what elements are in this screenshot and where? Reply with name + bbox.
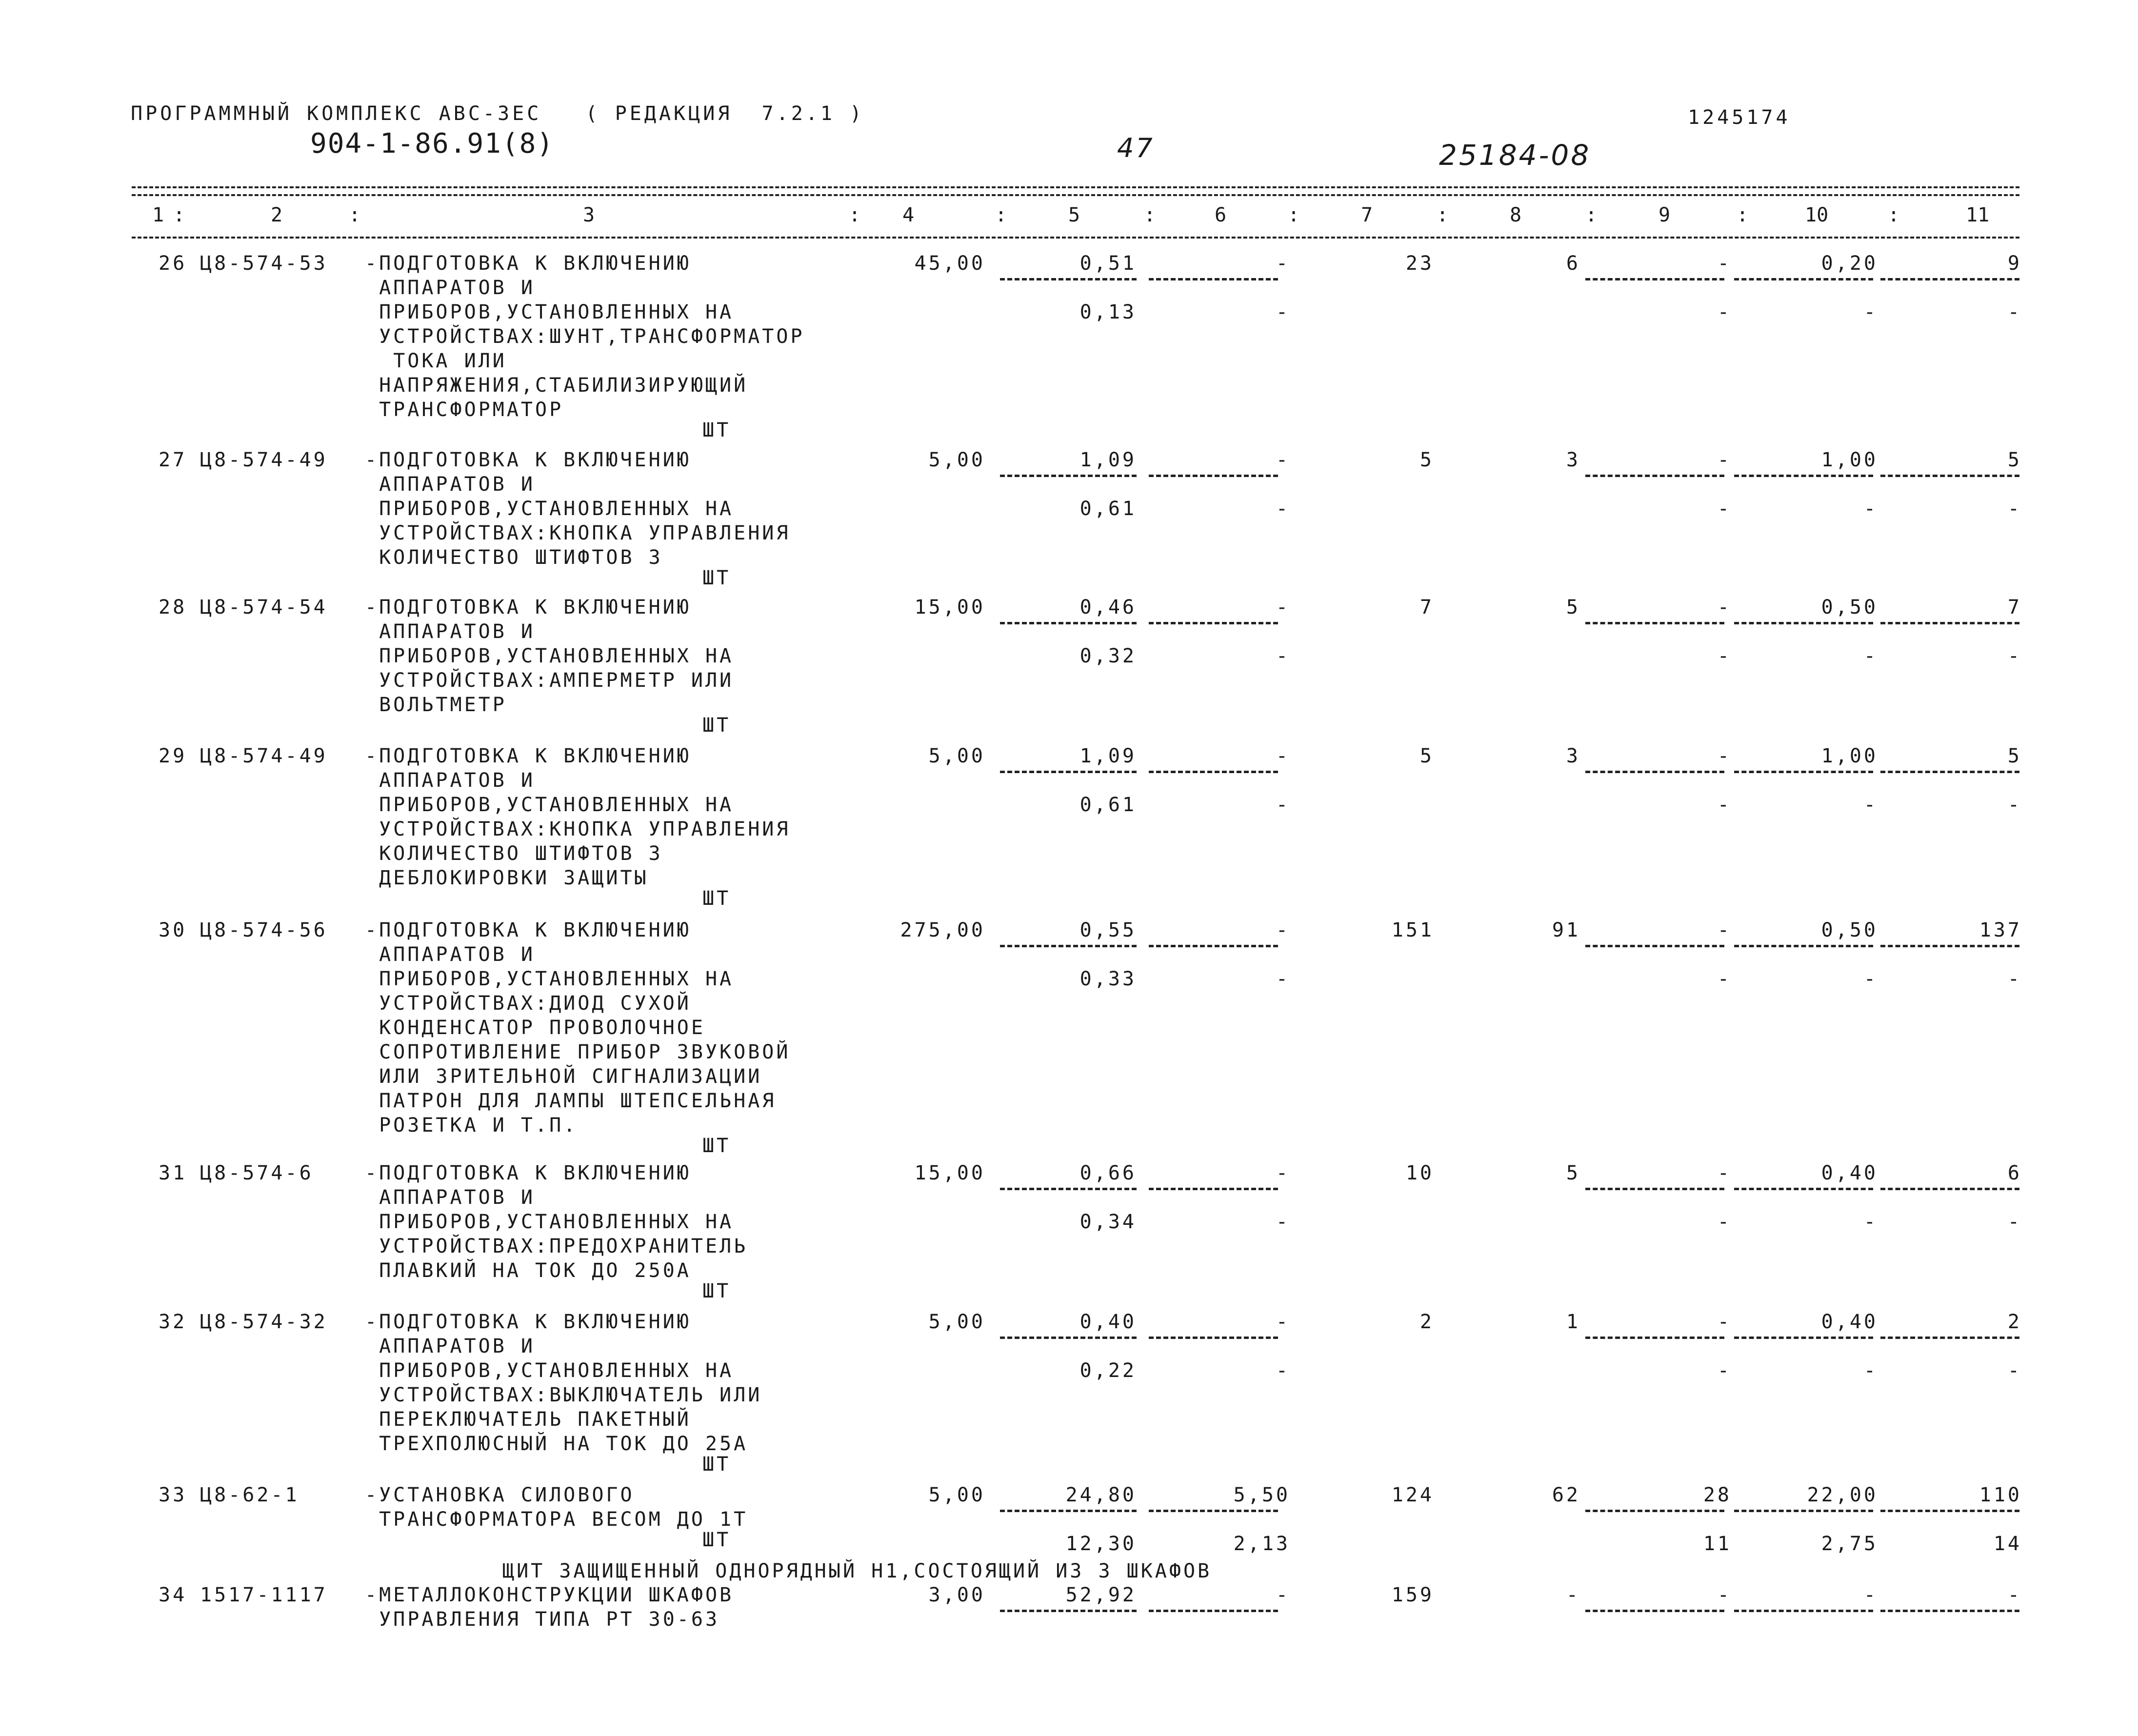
description-line: КОНДЕНСАТОР ПРОВОЛОЧНОЕ: [365, 1017, 705, 1039]
fraction-rule: [1585, 278, 1724, 280]
cell-col8: 5: [1566, 1162, 1580, 1184]
cell-col10-sub: -: [1863, 645, 1878, 667]
cell-col9-sub: -: [1717, 794, 1732, 816]
description-line: АППАРАТОВ И: [365, 943, 535, 966]
program-title: ПРОГРАММНЫЙ КОМПЛЕКС АВС-ЗЕС ( РЕДАКЦИЯ 7.2.1 ): [131, 102, 865, 125]
cell-col9: -: [1717, 449, 1732, 471]
fraction-rule: [1000, 1188, 1137, 1190]
description-line: -ПОДГОТОВКА К ВКЛЮЧЕНИЮ: [365, 596, 691, 619]
fraction-rule: [1000, 1510, 1137, 1512]
fraction-rule: [1149, 475, 1278, 477]
cell-col10-sub: -: [1863, 968, 1878, 990]
fraction-rule: [1880, 1188, 2019, 1190]
description-line: -УСТАНОВКА СИЛОВОГО: [365, 1484, 635, 1506]
cell-col7: 5: [1419, 745, 1434, 767]
fraction-rule: [1000, 1610, 1137, 1612]
cell-col9-sub: -: [1717, 301, 1732, 323]
cell-col6-sub: -: [1276, 645, 1290, 667]
cell-col8: 3: [1566, 745, 1580, 767]
column-separator: :: [995, 204, 1007, 226]
cell-col6-sub: -: [1276, 301, 1290, 323]
cell-col5-sub: 0,61: [1079, 498, 1137, 520]
cell-col6-sub: -: [1276, 1211, 1290, 1233]
fraction-rule: [1149, 622, 1278, 624]
cell-col9-sub: -: [1717, 968, 1732, 990]
cell-col10: 1,00: [1821, 449, 1878, 471]
description-line: УСТРОЙСТВАХ:АМПЕРМЕТР ИЛИ: [365, 669, 734, 692]
cell-col10-sub: -: [1863, 1359, 1878, 1382]
rate-code: Ц8-574-49: [200, 449, 328, 471]
rate-code: 1517-1117: [200, 1584, 328, 1606]
description-line: НАПРЯЖЕНИЯ,СТАБИЛИЗИРУЮЩИЙ: [365, 374, 748, 397]
fraction-rule: [1880, 622, 2019, 624]
rate-code: Ц8-574-53: [200, 252, 328, 275]
description-line: ПРИБОРОВ,УСТАНОВЛЕННЫХ НА: [365, 794, 734, 816]
description-line: ПРИБОРОВ,УСТАНОВЛЕННЫХ НА: [365, 968, 734, 990]
cell-col9-sub: -: [1717, 1359, 1732, 1382]
cell-col4: 5,00: [928, 1484, 985, 1506]
column-separator: :: [1144, 204, 1156, 226]
cell-col10-sub: -: [1863, 301, 1878, 323]
cell-col11: 137: [1979, 919, 2022, 941]
cell-col11-sub: -: [2007, 794, 2022, 816]
column-separator: :: [849, 204, 861, 226]
description-line: УСТРОЙСТВАХ:КНОПКА УПРАВЛЕНИЯ: [365, 522, 791, 544]
cell-col8: 91: [1552, 919, 1580, 941]
fraction-rule: [1149, 771, 1278, 773]
description-line: ПЛАВКИЙ НА ТОК ДО 250А: [365, 1259, 691, 1282]
cell-col5-sub: 0,33: [1079, 968, 1137, 990]
cell-col10: 0,50: [1821, 596, 1878, 619]
fraction-rule: [1585, 622, 1724, 624]
fraction-rule: [1734, 1610, 1873, 1612]
fraction-rule: [1734, 278, 1873, 280]
cell-col5: 0,66: [1079, 1162, 1137, 1184]
sheet-code: 25184-08: [1439, 139, 1591, 172]
fraction-rule: [1880, 1610, 2019, 1612]
unit-label: ШТ: [702, 1280, 731, 1302]
fraction-rule: [1734, 1188, 1873, 1190]
cell-col6: -: [1276, 919, 1290, 941]
cell-col4: 15,00: [914, 596, 985, 619]
fraction-rule: [1585, 945, 1724, 947]
description-line: ПРИБОРОВ,УСТАНОВЛЕННЫХ НА: [365, 301, 734, 323]
cell-col6-sub: -: [1276, 498, 1290, 520]
column-separator: :: [1737, 204, 1749, 226]
description-line: ТРЕХПОЛЮСНЫЙ НА ТОК ДО 25А: [365, 1433, 748, 1455]
cell-col8: 1: [1566, 1311, 1580, 1333]
fraction-rule: [1880, 945, 2019, 947]
top-rule-2: [132, 194, 2019, 196]
description-line: ДЕБЛОКИРОВКИ ЗАЩИТЫ: [365, 867, 649, 889]
column-number: 3: [583, 204, 595, 226]
column-number: 7: [1361, 204, 1373, 226]
description-line: УСТРОЙСТВАХ:ДИОД СУХОЙ: [365, 992, 691, 1015]
cell-col11-sub: -: [2007, 645, 2022, 667]
cell-col8: 3: [1566, 449, 1580, 471]
cell-col5: 24,80: [1065, 1484, 1137, 1506]
fraction-rule: [1585, 771, 1724, 773]
document-code: 904-1-86.91(8): [310, 128, 555, 160]
description-line: ТРАНСФОРМАТОРА ВЕСОМ ДО 1Т: [365, 1508, 748, 1531]
cell-col9-sub: -: [1717, 1211, 1732, 1233]
cell-col10-sub: 2,75: [1821, 1533, 1878, 1555]
description-line: АППАРАТОВ И: [365, 620, 535, 643]
cell-col5: 0,55: [1079, 919, 1137, 941]
description-line: -МЕТАЛЛОКОНСТРУКЦИИ ШКАФОВ: [365, 1584, 734, 1606]
fraction-rule: [1734, 622, 1873, 624]
cell-col4: 5,00: [928, 1311, 985, 1333]
description-line: ПРИБОРОВ,УСТАНОВЛЕННЫХ НА: [365, 1211, 734, 1233]
cell-col4: 275,00: [900, 919, 985, 941]
description-line: УСТРОЙСТВАХ:ШУНТ,ТРАНСФОРМАТОР: [365, 325, 805, 348]
fraction-rule: [1000, 1337, 1137, 1339]
unit-label: ШТ: [702, 1529, 731, 1551]
cell-col7: 10: [1405, 1162, 1434, 1184]
cell-col5-sub: 0,22: [1079, 1359, 1137, 1382]
description-line: КОЛИЧЕСТВО ШТИФТОВ 3: [365, 546, 663, 569]
description-line: УСТРОЙСТВАХ:ВЫКЛЮЧАТЕЛЬ ИЛИ: [365, 1384, 762, 1406]
description-line: РОЗЕТКА И Т.П.: [365, 1114, 578, 1137]
fraction-rule: [1149, 1337, 1278, 1339]
cell-col4: 3,00: [928, 1584, 985, 1606]
cell-col9: -: [1717, 919, 1732, 941]
cell-col11-sub: -: [2007, 968, 2022, 990]
cell-col11: 7: [2007, 596, 2022, 619]
column-separator: :: [1585, 204, 1598, 226]
rate-code: Ц8-574-49: [200, 745, 328, 767]
fraction-rule: [1000, 278, 1137, 280]
description-line: АППАРАТОВ И: [365, 1186, 535, 1209]
fraction-rule: [1000, 475, 1137, 477]
cell-col4: 5,00: [928, 449, 985, 471]
cell-col11-sub: -: [2007, 301, 2022, 323]
cell-col10: 0,40: [1821, 1162, 1878, 1184]
description-line: АППАРАТОВ И: [365, 277, 535, 299]
cell-col9: -: [1717, 745, 1732, 767]
cell-col6: -: [1276, 1162, 1290, 1184]
cell-col10: 22,00: [1807, 1484, 1878, 1506]
unit-label: ШТ: [702, 567, 731, 589]
cell-col9: -: [1717, 252, 1732, 275]
cell-col4: 5,00: [928, 745, 985, 767]
description-line: ИЛИ ЗРИТЕЛЬНОЙ СИГНАЛИЗАЦИИ: [365, 1065, 762, 1088]
row-number: 26: [159, 252, 187, 275]
cell-col6: -: [1276, 252, 1290, 275]
cell-col7: 124: [1391, 1484, 1434, 1506]
cell-col11: 5: [2007, 745, 2022, 767]
cell-col4: 15,00: [914, 1162, 985, 1184]
row-number: 31: [159, 1162, 187, 1184]
fraction-rule: [1585, 475, 1724, 477]
cell-col6: -: [1276, 596, 1290, 619]
unit-label: ШТ: [702, 887, 731, 910]
description-line: -ПОДГОТОВКА К ВКЛЮЧЕНИЮ: [365, 449, 691, 471]
description-line: ВОЛЬТМЕТР: [365, 694, 507, 716]
column-separator: :: [1888, 204, 1900, 226]
cell-col5-sub: 12,30: [1065, 1533, 1137, 1555]
row-number: 29: [159, 745, 187, 767]
cell-col7: 151: [1391, 919, 1434, 941]
rate-code: Ц8-574-32: [200, 1311, 328, 1333]
cell-col5-sub: 0,32: [1079, 645, 1137, 667]
description-line: СОПРОТИВЛЕНИЕ ПРИБОР ЗВУКОВОЙ: [365, 1041, 791, 1063]
cell-col10: 1,00: [1821, 745, 1878, 767]
cell-col11: -: [2007, 1584, 2022, 1606]
top-rule: [132, 186, 2019, 188]
description-line: УПРАВЛЕНИЯ ТИПА РТ 30-63: [365, 1608, 720, 1631]
cell-col7: 23: [1405, 252, 1434, 275]
cell-col5: 0,51: [1079, 252, 1137, 275]
cell-col10: 0,20: [1821, 252, 1878, 275]
column-number: 11: [1966, 204, 1990, 226]
unit-label: ШТ: [702, 419, 731, 441]
row-number: 27: [159, 449, 187, 471]
fraction-rule: [1000, 771, 1137, 773]
cell-col5-sub: 0,34: [1079, 1211, 1137, 1233]
cell-col11-sub: 14: [1993, 1533, 2022, 1555]
description-line: ТРАНСФОРМАТОР: [365, 399, 564, 421]
cell-col10-sub: -: [1863, 1211, 1878, 1233]
cell-col9: -: [1717, 1311, 1732, 1333]
fraction-rule: [1880, 475, 2019, 477]
description-line: -ПОДГОТОВКА К ВКЛЮЧЕНИЮ: [365, 919, 691, 941]
description-line: ПРИБОРОВ,УСТАНОВЛЕННЫХ НА: [365, 498, 734, 520]
cell-col9-sub: -: [1717, 498, 1732, 520]
fraction-rule: [1149, 278, 1278, 280]
description-line: АППАРАТОВ И: [365, 769, 535, 792]
fraction-rule: [1000, 622, 1137, 624]
row-number: 28: [159, 596, 187, 619]
rate-code: Ц8-574-56: [200, 919, 328, 941]
section-title: ЩИТ ЗАЩИЩЕННЫЙ ОДНОРЯДНЫЙ Н1,СОСТОЯЩИЙ ИЗ 3 ШКАФОВ: [502, 1560, 1212, 1582]
column-number: 10: [1805, 204, 1829, 226]
cell-col7: 5: [1419, 449, 1434, 471]
column-separator: :: [349, 204, 361, 226]
cell-col6-sub: -: [1276, 1359, 1290, 1382]
cell-col5: 0,40: [1079, 1311, 1137, 1333]
id-number: 1245174: [1688, 106, 1791, 129]
cell-col6: 5,50: [1233, 1484, 1290, 1506]
fraction-rule: [1149, 1188, 1278, 1190]
fraction-rule: [1149, 1610, 1278, 1612]
row-number: 32: [159, 1311, 187, 1333]
cell-col11-sub: -: [2007, 1211, 2022, 1233]
description-line: ПРИБОРОВ,УСТАНОВЛЕННЫХ НА: [365, 1359, 734, 1382]
cell-col10-sub: -: [1863, 794, 1878, 816]
fraction-rule: [1880, 1510, 2019, 1512]
cell-col10-sub: -: [1863, 498, 1878, 520]
row-number: 30: [159, 919, 187, 941]
fraction-rule: [1585, 1188, 1724, 1190]
cell-col6-sub: 2,13: [1233, 1533, 1290, 1555]
description-line: АППАРАТОВ И: [365, 1335, 535, 1357]
description-line: -ПОДГОТОВКА К ВКЛЮЧЕНИЮ: [365, 745, 691, 767]
fraction-rule: [1585, 1510, 1724, 1512]
column-number: 8: [1510, 204, 1522, 226]
cell-col5: 0,46: [1079, 596, 1137, 619]
cell-col11: 9: [2007, 252, 2022, 275]
cell-col5: 1,09: [1079, 745, 1137, 767]
cell-col11: 110: [1979, 1484, 2022, 1506]
description-line: КОЛИЧЕСТВО ШТИФТОВ 3: [365, 842, 663, 865]
fraction-rule: [1734, 475, 1873, 477]
cell-col10: 0,50: [1821, 919, 1878, 941]
cell-col9-sub: -: [1717, 645, 1732, 667]
column-separator: :: [1437, 204, 1449, 226]
cell-col11-sub: -: [2007, 498, 2022, 520]
cell-col7: 7: [1419, 596, 1434, 619]
row-number: 33: [159, 1484, 187, 1506]
description-line: -ПОДГОТОВКА К ВКЛЮЧЕНИЮ: [365, 1162, 691, 1184]
cell-col7: 2: [1419, 1311, 1434, 1333]
page-number: 47: [1117, 133, 1155, 163]
cell-col9: 28: [1703, 1484, 1732, 1506]
fraction-rule: [1149, 945, 1278, 947]
fraction-rule: [1734, 1337, 1873, 1339]
fraction-rule: [1734, 945, 1873, 947]
cell-col11: 2: [2007, 1311, 2022, 1333]
column-separator: :: [173, 204, 185, 226]
rate-code: Ц8-574-54: [200, 596, 328, 619]
fraction-rule: [1880, 1337, 2019, 1339]
fraction-rule: [1734, 1510, 1873, 1512]
cell-col6: -: [1276, 449, 1290, 471]
row-number: 34: [159, 1584, 187, 1606]
unit-label: ШТ: [702, 1135, 731, 1157]
cell-col9: -: [1717, 1584, 1732, 1606]
description-line: УСТРОЙСТВАХ:ПРЕДОХРАНИТЕЛЬ: [365, 1235, 748, 1257]
cell-col11: 6: [2007, 1162, 2022, 1184]
description-line: ПЕРЕКЛЮЧАТЕЛЬ ПАКЕТНЫЙ: [365, 1408, 691, 1431]
cell-col8: -: [1566, 1584, 1580, 1606]
description-line: ПАТРОН ДЛЯ ЛАМПЫ ШТЕПСЕЛЬНАЯ: [365, 1090, 777, 1112]
cell-col10: -: [1863, 1584, 1878, 1606]
column-number: 1: [152, 204, 164, 226]
column-number: 9: [1658, 204, 1671, 226]
cell-col5: 1,09: [1079, 449, 1137, 471]
cell-col5: 52,92: [1065, 1584, 1137, 1606]
description-line: -ПОДГОТОВКА К ВКЛЮЧЕНИЮ: [365, 1311, 691, 1333]
column-number: 6: [1215, 204, 1227, 226]
unit-label: ШТ: [702, 714, 731, 737]
fraction-rule: [1880, 278, 2019, 280]
cell-col11-sub: -: [2007, 1359, 2022, 1382]
cell-col6: -: [1276, 745, 1290, 767]
cell-col6: -: [1276, 1311, 1290, 1333]
column-header-rule: [132, 237, 2019, 239]
description-line: ПРИБОРОВ,УСТАНОВЛЕННЫХ НА: [365, 645, 734, 667]
fraction-rule: [1880, 771, 2019, 773]
rate-code: Ц8-62-1: [200, 1484, 300, 1506]
cell-col5-sub: 0,13: [1079, 301, 1137, 323]
cell-col4: 45,00: [914, 252, 985, 275]
fraction-rule: [1585, 1337, 1724, 1339]
cell-col9: -: [1717, 1162, 1732, 1184]
description-line: УСТРОЙСТВАХ:КНОПКА УПРАВЛЕНИЯ: [365, 818, 791, 840]
fraction-rule: [1000, 945, 1137, 947]
column-separator: :: [1288, 204, 1300, 226]
unit-label: ШТ: [702, 1453, 731, 1476]
cell-col8: 6: [1566, 252, 1580, 275]
cell-col6-sub: -: [1276, 794, 1290, 816]
column-number: 5: [1068, 204, 1080, 226]
description-line: АППАРАТОВ И: [365, 473, 535, 496]
fraction-rule: [1149, 1510, 1278, 1512]
cell-col11: 5: [2007, 449, 2022, 471]
description-line: -ПОДГОТОВКА К ВКЛЮЧЕНИЮ: [365, 252, 691, 275]
cell-col8: 62: [1552, 1484, 1580, 1506]
cell-col9: -: [1717, 596, 1732, 619]
fraction-rule: [1585, 1610, 1724, 1612]
column-number: 2: [271, 204, 283, 226]
cell-col7: 159: [1391, 1584, 1434, 1606]
column-number: 4: [902, 204, 915, 226]
cell-col5-sub: 0,61: [1079, 794, 1137, 816]
cell-col6: -: [1276, 1584, 1290, 1606]
cell-col10: 0,40: [1821, 1311, 1878, 1333]
cell-col9-sub: 11: [1703, 1533, 1732, 1555]
rate-code: Ц8-574-6: [200, 1162, 314, 1184]
cell-col6-sub: -: [1276, 968, 1290, 990]
cell-col8: 5: [1566, 596, 1580, 619]
fraction-rule: [1734, 771, 1873, 773]
description-line: ТОКА ИЛИ: [365, 350, 507, 372]
